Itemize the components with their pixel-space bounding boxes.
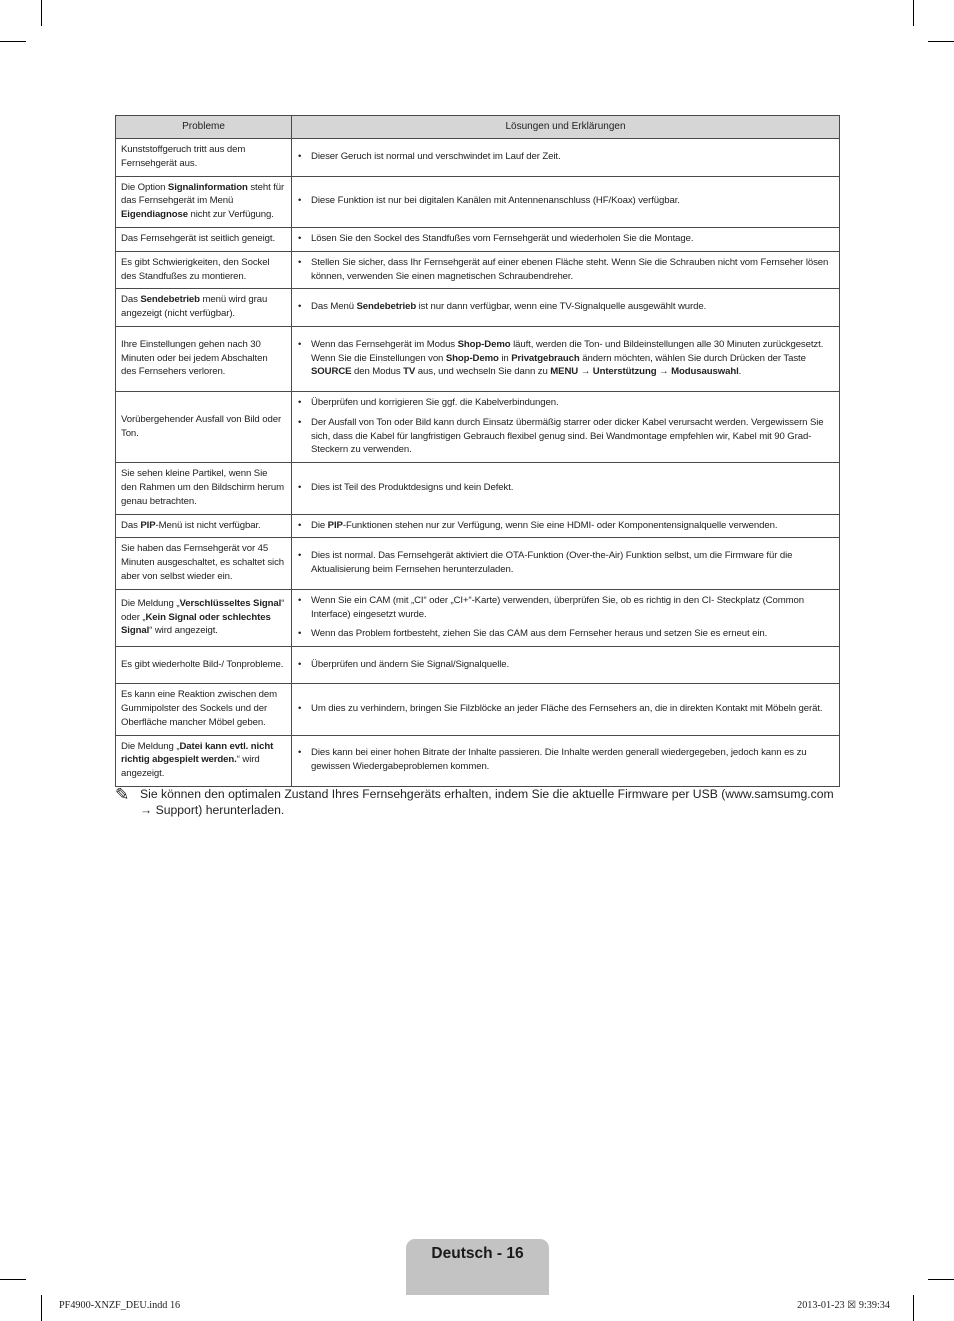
problem-cell bbox=[116, 463, 292, 514]
solution-item bbox=[298, 338, 833, 379]
solution-text: Lösen Sie den Sockel des Standfußes vom Fernsehgerät und wiederholen Sie die Montage. bbox=[311, 232, 694, 244]
footer-file-name: PF4900-XNZF_DEU.indd 16 bbox=[59, 1300, 181, 1311]
problem-text: Die Meldung „ bbox=[121, 597, 180, 609]
problem-text: menü wird grau angezeigt (nicht verfügbar). bbox=[121, 294, 268, 320]
problem-text: PIP bbox=[140, 519, 156, 531]
crop-mark bbox=[0, 41, 26, 42]
solution-list bbox=[298, 150, 833, 164]
problem-text: Ihre Einstellungen gehen nach 30 Minuten oder bei jedem Abschalten des Fernsehers verloren. bbox=[121, 338, 268, 378]
solution-text: Wenn Sie ein CAM (mit „CI“ oder „CI+“-Karte) verwenden, überprüfen Sie, ob es richtig in den CI- Steckplatz (Common Interface) eingesetzt wurde. bbox=[311, 594, 804, 620]
column-header-problems: Probleme bbox=[116, 116, 292, 139]
solution-cell bbox=[292, 289, 840, 327]
problem-text: Sie haben das Fernsehgerät vor 45 Minuten ausgeschaltet, es schaltet sich aber von selbst wieder ein. bbox=[121, 543, 285, 582]
solution-list bbox=[298, 594, 833, 641]
solution-text: Wenn das Fernsehgerät im Modus bbox=[311, 338, 458, 350]
solution-text: → bbox=[578, 366, 593, 378]
solution-cell bbox=[292, 176, 840, 227]
solution-text: Privatgebrauch bbox=[511, 352, 580, 364]
problem-text: Eigendiagnose bbox=[121, 209, 188, 221]
solution-list bbox=[298, 481, 833, 495]
solution-text: Der Ausfall von Ton oder Bild kann durch Einsatz übermäßig starrer oder dicker Kabel verursacht werden. Vergewissern Sie sich, dass die Kabel für langfristigen Gebrauch flexibel genug sind. Bei Wandmontage empfehlen wir, Kabel mit 90 Grad-Steckern zu verwenden. bbox=[311, 416, 824, 456]
table-row bbox=[116, 227, 840, 251]
solution-text: Sendebetrieb bbox=[356, 301, 417, 313]
page-label: Deutsch - 16 bbox=[431, 1245, 524, 1262]
solution-cell bbox=[292, 463, 840, 514]
solution-cell bbox=[292, 139, 840, 177]
solution-text: aus, und wechseln Sie dann zu bbox=[415, 366, 551, 378]
table-row bbox=[116, 514, 840, 538]
problem-cell bbox=[116, 139, 292, 177]
solution-text: Überprüfen und korrigieren Sie ggf. die Kabelverbindungen. bbox=[311, 396, 559, 408]
problem-text: Es gibt Schwierigkeiten, den Sockel des Standfußes zu montieren. bbox=[121, 256, 270, 282]
crop-mark bbox=[41, 1295, 42, 1321]
problem-text: Das Fernsehgerät ist seitlich geneigt. bbox=[121, 232, 276, 244]
problem-cell bbox=[116, 589, 292, 646]
problem-text: Sie sehen kleine Partikel, wenn Sie den Rahmen um den Bildschirm herum genau betrachten. bbox=[121, 468, 284, 507]
crop-mark bbox=[0, 1279, 26, 1280]
pencil-icon: ✎ bbox=[115, 785, 130, 804]
solution-text: Überprüfen und ändern Sie Signal/Signalquelle. bbox=[311, 658, 510, 670]
solution-text: Dies ist Teil des Produktdesigns und kein Defekt. bbox=[311, 481, 514, 493]
solution-item bbox=[298, 300, 833, 314]
table-row bbox=[116, 176, 840, 227]
solution-list bbox=[298, 549, 833, 577]
solution-cell bbox=[292, 227, 840, 251]
table-row bbox=[116, 538, 840, 589]
problem-cell bbox=[116, 251, 292, 289]
solution-text: Stellen Sie sicher, dass Ihr Fernsehgerät auf einer ebenen Fläche steht. Wenn Sie die Schrauben nicht vom Fernseher lösen können, verwenden Sie einen magnetischen Schraubendreher. bbox=[311, 256, 829, 282]
solution-list bbox=[298, 746, 833, 774]
problem-cell bbox=[116, 391, 292, 462]
problem-cell bbox=[116, 176, 292, 227]
solution-cell bbox=[292, 514, 840, 538]
problem-cell bbox=[116, 227, 292, 251]
note-text: Sie können den optimalen Zustand Ihres Fernsehgeräts erhalten, indem Sie die aktuelle Firmware per USB (www.samsumg.com → Support) herunterladen. bbox=[140, 787, 834, 817]
solution-text: MENU bbox=[550, 366, 579, 378]
solution-text: Unterstützung bbox=[592, 366, 657, 378]
problem-text: Die Meldung „ bbox=[121, 740, 180, 752]
troubleshooting-table bbox=[115, 115, 840, 787]
crop-mark bbox=[913, 0, 914, 26]
solution-item bbox=[298, 416, 833, 457]
solution-item bbox=[298, 746, 833, 774]
page-number-tab bbox=[406, 1239, 549, 1295]
problem-cell bbox=[116, 684, 292, 735]
problem-text: -Menü ist nicht verfügbar. bbox=[155, 519, 261, 531]
solution-item bbox=[298, 232, 833, 246]
table-header-row bbox=[116, 116, 840, 139]
solution-item bbox=[298, 194, 833, 208]
solution-item bbox=[298, 396, 833, 410]
table-row bbox=[116, 289, 840, 327]
problem-text: Sendebetrieb bbox=[140, 294, 200, 306]
problem-cell bbox=[116, 289, 292, 327]
solution-item bbox=[298, 481, 833, 495]
problem-text: “ oder „ bbox=[121, 597, 285, 623]
solution-text: läuft, werden die Ton- und Bildeinstellungen alle 30 Minuten zurückgesetzt. Wenn Sie die Einstellungen von bbox=[311, 338, 824, 364]
table-row bbox=[116, 463, 840, 514]
solution-text: -Funktionen stehen nur zur Verfügung, wenn Sie eine HDMI- oder Komponentensignalquelle verwenden. bbox=[342, 519, 778, 531]
solution-item bbox=[298, 594, 833, 622]
problem-text: Es gibt wiederholte Bild-/ Tonprobleme. bbox=[121, 658, 284, 670]
table-row bbox=[116, 391, 840, 462]
solution-item bbox=[298, 150, 833, 164]
solution-cell bbox=[292, 538, 840, 589]
solution-list bbox=[298, 256, 833, 284]
solution-text: PIP bbox=[327, 519, 343, 531]
solution-text: Die bbox=[311, 519, 328, 531]
solution-text: . bbox=[738, 366, 742, 378]
solution-text: SOURCE bbox=[311, 366, 352, 378]
table-row bbox=[116, 589, 840, 646]
solution-list bbox=[298, 396, 833, 457]
problem-cell bbox=[116, 326, 292, 391]
solution-item bbox=[298, 549, 833, 577]
solution-list bbox=[298, 702, 833, 716]
table-row bbox=[116, 326, 840, 391]
crop-mark bbox=[928, 1279, 954, 1280]
solution-cell bbox=[292, 251, 840, 289]
solution-text: Modusauswahl bbox=[671, 366, 739, 378]
solution-list bbox=[298, 300, 833, 314]
crop-mark bbox=[928, 41, 954, 42]
solution-item bbox=[298, 519, 833, 533]
problem-text: Es kann eine Reaktion zwischen dem Gummipolster des Sockels und der Oberfläche mancher Möbel geben. bbox=[121, 689, 278, 728]
problem-text: Kein Signal oder schlechtes Signal bbox=[121, 611, 271, 637]
problem-text: Die Option bbox=[121, 181, 168, 193]
problem-text: Das bbox=[121, 294, 141, 306]
firmware-note bbox=[115, 787, 840, 818]
solution-text: Das Menü bbox=[311, 301, 357, 313]
solution-list bbox=[298, 658, 833, 672]
problem-text: “ wird angezeigt. bbox=[149, 625, 218, 637]
solution-cell bbox=[292, 589, 840, 646]
crop-mark bbox=[913, 1295, 914, 1321]
solution-text: → bbox=[656, 366, 672, 378]
solution-text: Shop-Demo bbox=[445, 352, 499, 364]
solution-list bbox=[298, 519, 833, 533]
problem-cell bbox=[116, 514, 292, 538]
problem-text: Signalinformation bbox=[167, 181, 248, 193]
solution-cell bbox=[292, 735, 840, 786]
solution-text: den Modus bbox=[351, 366, 404, 378]
solution-text: in bbox=[498, 352, 512, 364]
problem-cell bbox=[116, 647, 292, 684]
solution-item bbox=[298, 256, 833, 284]
solution-text: ist nur dann verfügbar, wenn eine TV-Signalquelle ausgewählt wurde. bbox=[416, 301, 707, 313]
solution-text: TV bbox=[403, 366, 416, 378]
solution-list bbox=[298, 232, 833, 246]
solution-cell bbox=[292, 326, 840, 391]
problem-text: Das bbox=[121, 519, 141, 531]
problem-text: Verschlüsseltes Signal bbox=[179, 597, 282, 609]
problem-text: steht für das Fernsehgerät im Menü bbox=[121, 181, 285, 207]
solution-text: ändern möchten, wählen Sie durch Drücken der Taste bbox=[579, 352, 806, 364]
problem-text: Vorübergehender Ausfall von Bild oder Ton. bbox=[121, 413, 282, 439]
column-header-solutions: Lösungen und Erklärungen bbox=[292, 116, 840, 139]
problem-text: Datei kann evtl. nicht richtig abgespielt werden. bbox=[121, 740, 274, 766]
table-row bbox=[116, 735, 840, 786]
solution-text: Wenn das Problem fortbesteht, ziehen Sie das CAM aus dem Fernseher heraus und setzen Sie es erneut ein. bbox=[311, 628, 768, 640]
problem-text: “ wird angezeigt. bbox=[121, 754, 260, 780]
table-row bbox=[116, 139, 840, 177]
solution-list bbox=[298, 194, 833, 208]
solution-cell bbox=[292, 647, 840, 684]
solution-cell bbox=[292, 684, 840, 735]
crop-mark bbox=[41, 0, 42, 26]
problem-cell bbox=[116, 538, 292, 589]
table-row bbox=[116, 684, 840, 735]
solution-item bbox=[298, 658, 833, 672]
footer-timestamp: 2013-01-23 ☒ 9:39:34 bbox=[797, 1300, 890, 1311]
solution-item bbox=[298, 627, 833, 641]
problem-cell bbox=[116, 735, 292, 786]
table-row bbox=[116, 647, 840, 684]
solution-text: Um dies zu verhindern, bringen Sie Filzblöcke an jeder Fläche des Fernsehers an, die in direkten Kontakt mit Möbeln gerät. bbox=[311, 702, 823, 714]
solution-cell bbox=[292, 391, 840, 462]
solution-text: Dies kann bei einer hohen Bitrate der Inhalte passieren. Die Inhalte werden generall wiedergegeben, jedoch kann es zu gewissen Wiedergabeproblemen kommen. bbox=[311, 747, 807, 773]
solution-text: Diese Funktion ist nur bei digitalen Kanälen mit Antennenanschluss (HF/Koax) verfügbar. bbox=[311, 195, 680, 207]
solution-text: Dies ist normal. Das Fernsehgerät aktiviert die OTA-Funktion (Over-the-Air) Funktion selbst, um die Firmware für die Aktualisierung beim Fernsehen herunterzuladen. bbox=[311, 550, 793, 576]
solution-text: Dieser Geruch ist normal und verschwindet im Lauf der Zeit. bbox=[311, 150, 561, 162]
problem-text: nicht zur Verfügung. bbox=[187, 209, 274, 221]
problem-text: Kunststoffgeruch tritt aus dem Fernsehgerät aus. bbox=[121, 144, 246, 169]
solution-text: Shop-Demo bbox=[457, 338, 511, 350]
solution-list bbox=[298, 338, 833, 379]
table-row bbox=[116, 251, 840, 289]
solution-item bbox=[298, 702, 833, 716]
